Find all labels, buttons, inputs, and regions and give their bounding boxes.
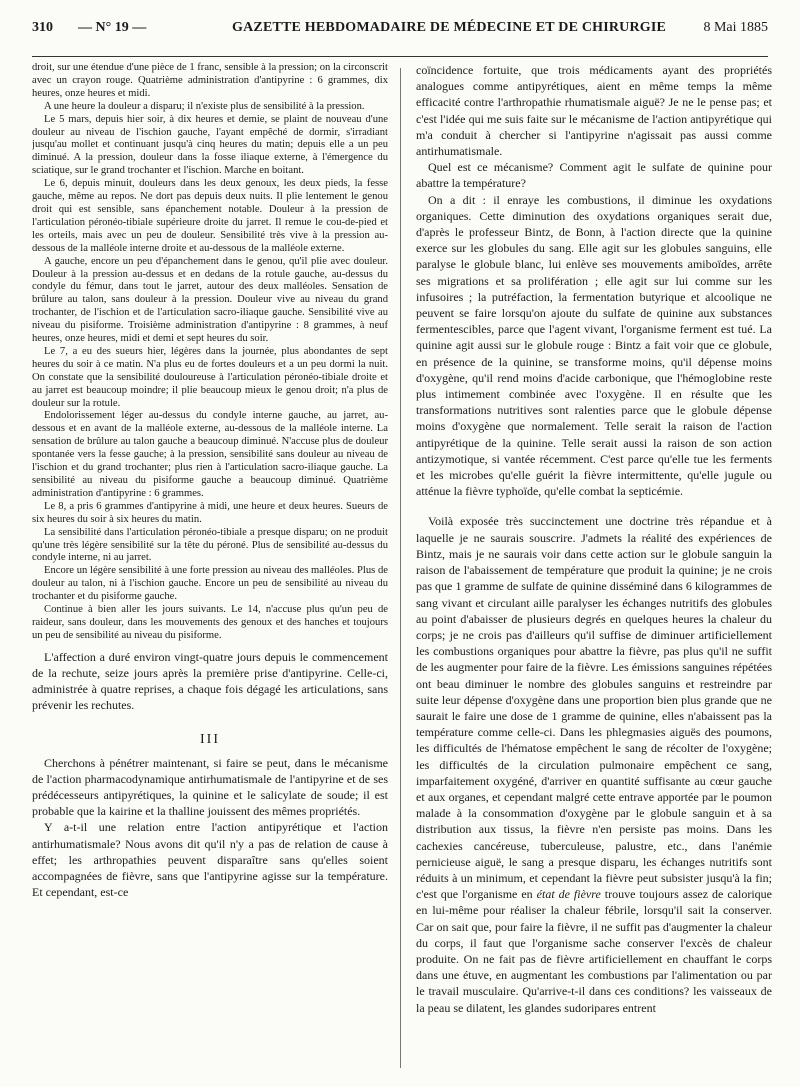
paragraph: Y a-t-il une relation entre l'action antipyrétique et l'action antirhumatismale? Nous avons dit qu'il n'y a pas de relation de cause à effet; les arthropathies peuvent disparaître sans qu'elles soient accompagnées de fièvre, sans que l'antipyrine agisse sur la température. Et cependant, est-ce <box>32 820 388 900</box>
issue-number: — N° 19 — <box>78 20 147 35</box>
paragraph: On a dit : il enraye les combustions, il diminue les oxydations organiques. Cette diminution des oxydations organiques serait due, d'après le professeur Bintz, de Bonn, à l'action directe que la quinine exerce sur les globules du sang. Elle agit sur les globules sanguins, elle paralyse le globule blanc, lui enlève ses mouvements amiboïdes, arrête ses migrations et sa prolifération ; elle agit sur lui comme sur les infusoires ; la putréfaction, la fermentation butyrique et alcoolique ne peuvent se faire lorsqu'on ajoute du sulfate de quinine aux substances fermentescibles, parce que l'agent vivant, l'organisme ferment est tué. La quinine agit aussi sur le globule rouge : Bintz a fait voir que ce globule, en présence de la quinine, se transforme moins, qu'il dépense moins d'oxygène, qu'il rend moins d'acide carbonique, que l'hémoglobine reste plus intimement combinée avec l'oxygène. Il en résulte que les transformations nutritives sont ralenties parce que le globule dépense moins d'oxygène que normalement. Telle serait la raison de l'action antipyrétique de la quinine. Telle serait aussi la raison de son action antizymotique, si vantée récemment. C'est parce qu'elle tue les ferments et les microbes qu'elle guérit la fièvre intermittente, qu'elle jugule ou atténue la fièvre typhoïde, qu'elle combat la septicémie. <box>416 192 772 499</box>
paragraph: Le 6, depuis minuit, douleurs dans les deux genoux, les deux pieds, la fesse gauche, même au repos. Ne dort pas depuis deux nuits. Il plie lentement le genou droit qui est sensible, sans épanchement notable. Douleur à la pression de l'articulation péronéo-tibiale supérieure droite du jarret. Il remue le cou-de-pied et les orteils, mais avec un peu de douleur. Sensibilité très vive à la pression au-dessous de la malléole interne droite et au-dessous de la malléole externe. <box>32 178 388 254</box>
paragraph: Le 8, a pris 6 grammes d'antipyrine à midi, une heure et deux heures. Sueurs de six heures du soir à six heures du matin. <box>32 500 388 525</box>
paragraph: Continue à bien aller les jours suivants. Le 14, n'accuse plus qu'un peu de raideur, sans douleur, dans les mouvements des genoux et des hanches et toujours un peu de sensibilité au niveau du pisiforme. <box>32 604 388 641</box>
paragraph: Le 5 mars, depuis hier soir, à dix heures et demie, se plaint de nouveau d'une douleur au niveau de l'ischion gauche, l'ayant empêché de dormir, s'irradiant jusqu'au mollet et continuant jusqu'à cinq heures du matin; depuis elle a un peu diminué. A la pression, douleur dans la fosse iliaque externe, à l'émergence du sciatique, sur le grand trochanter et l'ischion. Marche en boitant. <box>32 113 388 177</box>
journal-title: GAZETTE HEBDOMADAIRE DE MÉDECINE ET DE CHIRURGIE <box>232 20 667 35</box>
paragraph: Le 7, a eu des sueurs hier, légères dans la journée, plus abondantes de sept heures du soir à ce matin. N'a plus eu de fortes douleurs et a un peu dormi la nuit. On constate que la sensibilité douloureuse à l'articulation péronéo-tibiale droite et au jarret est beaucoup moindre; il plie beaucoup mieux le genou droit; n'a plus de douleur sur la rotule. <box>32 345 388 409</box>
paragraph: La sensibilité dans l'articulation péronéo-tibiale a presque disparu; on ne produit qu'une très légère sensibilité sur la tête du péroné. Plus de sensibilité au-dessus du condyle interne, ni au jarret. <box>32 526 388 564</box>
right-column <box>416 62 772 1082</box>
header-rule <box>32 56 768 57</box>
paragraph: coïncidence fortuite, que trois médicaments ayant des propriétés analogues comme antipyrétiques, aient en même temps la même efficacité contre l'arthropathie rhumatismale aiguë? Je ne le pense pas; et c'est l'idée qui me suis faite sur le mécanisme de l'action antipyrétique qui m'a conduit à chercher si l'antipyrine n'agissait pas aussi comme antirhumatismale. <box>416 63 772 159</box>
left-column <box>32 62 388 1082</box>
text-run: trouve toujours assez de calorique en lui-même pour réaliser la chaleur fébrile, lorsqu'il sait la conserver. Car on sait que, pour faire la fièvre, il ne suffit pas d'augmenter la chaleur du corps, il faut que l'organisme sache conserver l'excès de chaleur produite. On ne fait pas de fièvre artificiellement en chauffant le corps dans une étuve, en augmentant les combustions par l'alimentation ou par le travail musculaire. Qu'arrive-t-il dans ces conditions? les vaisseaux de la peau se dilatent, les glandes sudoripares entrent <box>416 887 772 1015</box>
page-header <box>32 14 768 40</box>
paragraph: A une heure la douleur a disparu; il n'existe plus de sensibilité à la pression. <box>44 100 365 112</box>
summary-paragraph: L'affection a duré environ vingt-quatre jours depuis le commencement de la rechute, seize jours après la première prise d'antipyrine. Celle-ci, administrée à quatre reprises, a chaque fois dégagé les articulations, sans prévenir les rechutes. <box>32 649 388 713</box>
text-run: Voilà exposée très succinctement une doctrine très répandue et à laquelle je ne saurais souscrire. J'admets la réalité des expériences de Bintz, mais je ne saurais voir dans cette action sur le globule sanguin la raison de l'abaissement de température que produit la quinine; je ne crois pas que 1 gramme de sulfate de quinine disséminé dans 6 kilogrammes de sang vivant et circulant aille paralyser les échanges nutritifs des globules au point d'abaisser de plusieurs degrés en quelques heures la chaleur du corps; je ne crois pas d'ailleurs qu'il suffise de diminuer artificiellement les combustions organiques pour abattre la fièvre, pas plus qu'il ne suffit de les augmenter pour faire de la fièvre. Les émissions sanguines répétées ont beau diminuer le nombre des globules sanguins et restreindre par suite leur dépense d'oxygène dans une proportion bien plus grande que ne saurait le faire une dose de 1 gramme de quinine, elles n'abaissent pas la température comme celle-ci. Dans les phlegmasies aiguës des poumons, les difficultés de l'hématose empêchent le sang de récolter de l'oxygène; les difficultés de la circulation pulmonaire empêchent ce sang, imparfaitement oxygéné, d'arriver en quantité suffisante au cœur gauche et aux organes, et cependant malgré cette entrave apportée par le poumon malade à la consommation d'oxygène par le globule sanguin et à sa distribution aux tissus, la fièvre n'en persiste pas moins. Dans les cachexies cancéreuse, tuberculeuse, palustre, etc., dans l'anémie pernicieuse aiguë, le sang a presque disparu, les échanges nutritifs sont réduits à un minimum, et cependant la fièvre peut subsister jusqu'à la fin; c'est que l'organisme en <box>416 514 772 902</box>
paragraph: Cherchons à pénétrer maintenant, si faire se peut, dans le mécanisme de l'action pharmacodynamique antirhumatismale de l'antipyrine et de ses prédécesseurs antipyrétiques, la quinine et le salicylate de soude; il est probable que la kairine et la thalline jouissent des mêmes propriétés. <box>32 755 388 819</box>
paragraph: Quel est ce mécanisme? Comment agit le sulfate de quinine pour abattre la température? <box>416 160 772 191</box>
column-divider <box>400 68 401 1068</box>
paragraph: Endolorissement léger au-dessus du condyle interne gauche, au jarret, au-dessous et en avant de la malléole externe, au-dessous de la malléole interne. La sensation de brûlure au talon gauche a beaucoup diminué. N'accuse plus de douleur spontanée vers la fesse gauche; à la pression, sensibilité sans douleur au niveau de l'ischion et du grand trochanter; plus rien à l'articulation sacro-iliaque gauche. La sensibilité au niveau du pisiforme gauche a beaucoup diminué. Quatrième administration d'antipyrine : 6 grammes. <box>32 410 388 499</box>
section-heading: III <box>200 731 220 747</box>
page-number: 310 <box>32 20 53 35</box>
issue-date: 8 Mai 1885 <box>703 20 768 35</box>
paragraph <box>416 513 772 1015</box>
paragraph: Encore un légère sensibilité à une forte pression au niveau des malléoles. Plus de douleur au talon, ni à l'ischion gauche. Encore un peu de sensibilité au niveau du trochanter et du pisiforme gauche. <box>32 565 388 603</box>
paragraph: A gauche, encore un peu d'épanchement dans le genou, qu'il plie avec douleur. Douleur à la pression au-dessus et en dedans de la rotule gauche, au-dessus du condyle du fémur, dans tout le jarret, autour des deux malléoles. Sensation de brûlure au talon, sans douleur à la pression. Douleur vive au niveau du grand trochanter, de l'ischion et de l'articulation sacro-iliaque gauche. Sensibilité vive au niveau du pisiforme. Troisième administration d'antipyrine : 8 grammes, à neuf heures, onze heures, midi et demi et sept heures du soir. <box>32 255 388 345</box>
italic-phrase: état de fièvre <box>536 887 601 902</box>
paragraph: droit, sur une étendue d'une pièce de 1 franc, sensible à la pression; on la circonscrit avec un crayon rouge. Quatrième administration d'antipyrine : 6 grammes, dix heures, onze heures et midi. <box>32 62 388 99</box>
